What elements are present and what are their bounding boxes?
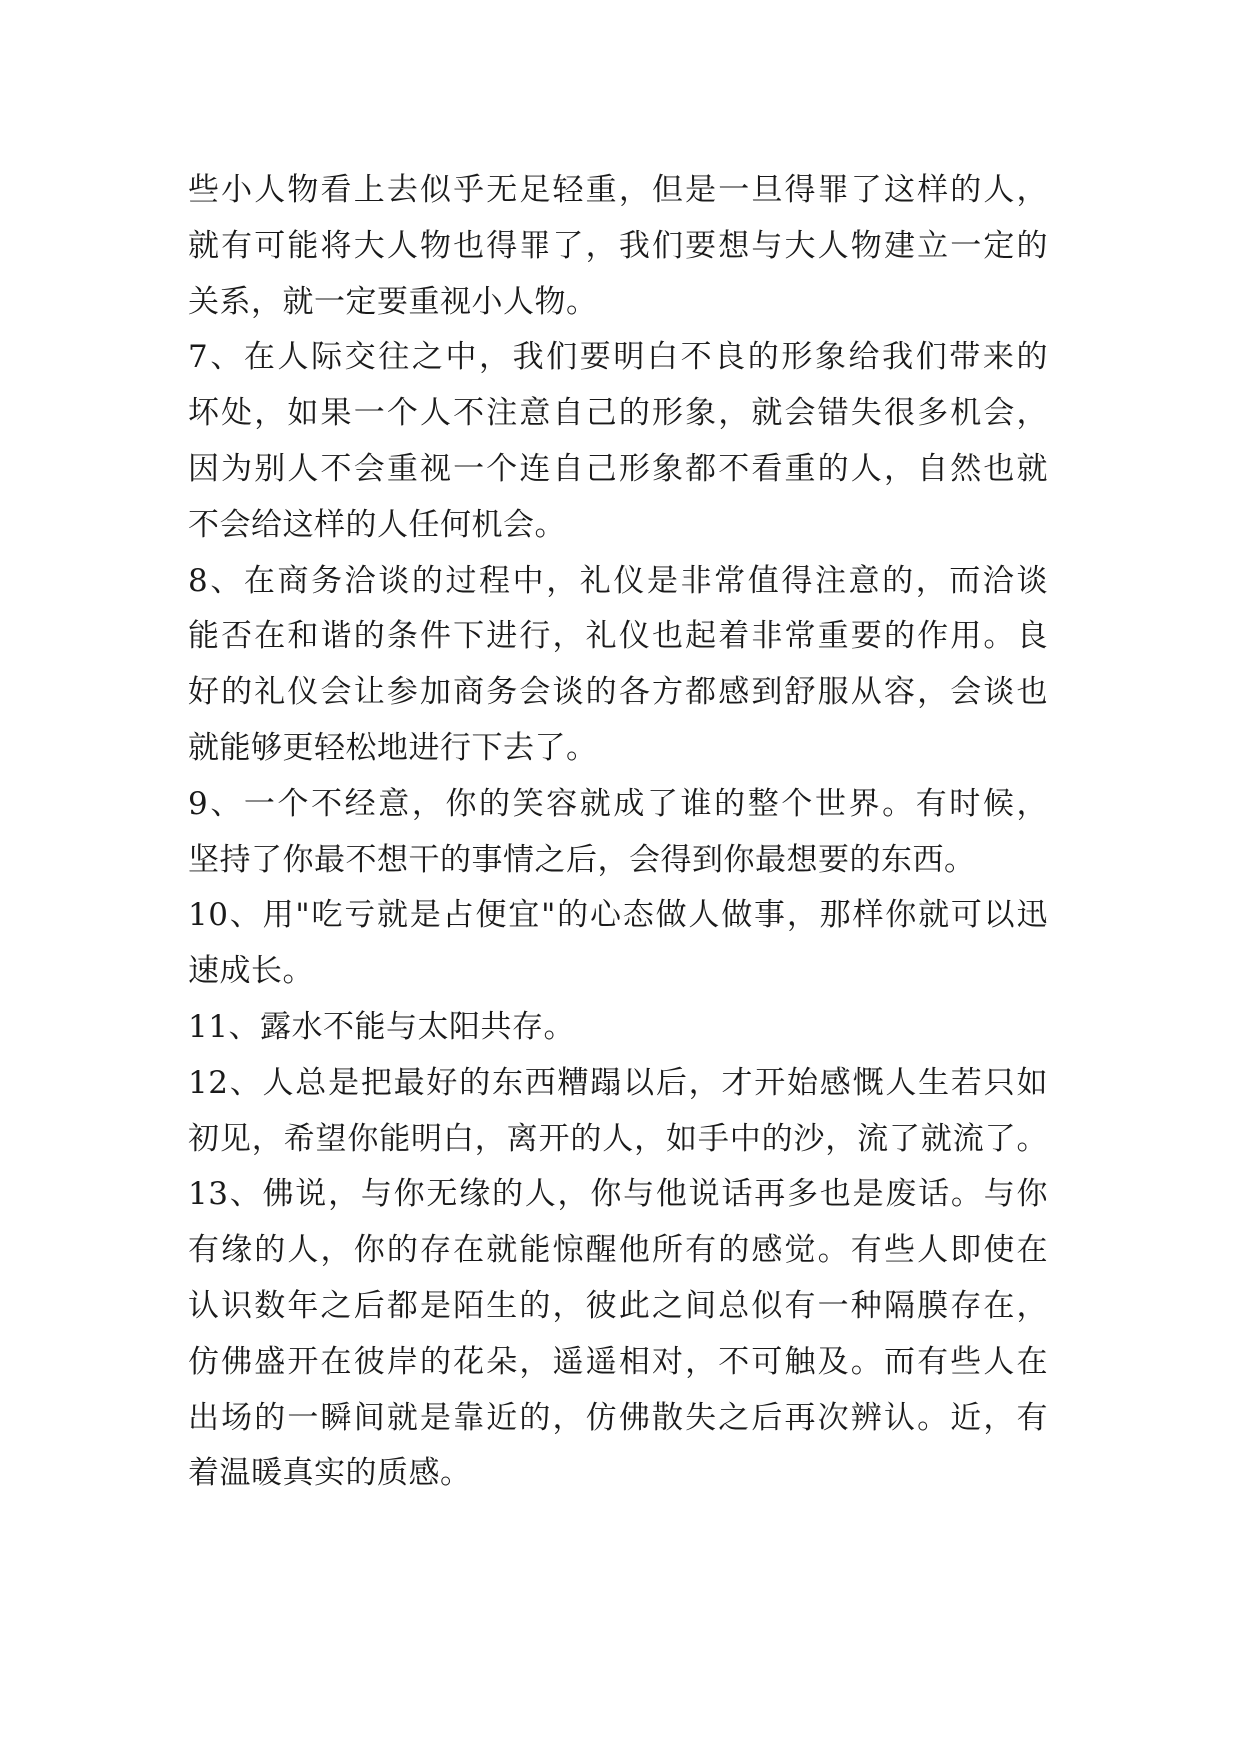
list-item-11: 11、露水不能与太阳共存。 (188, 1008, 575, 1045)
list-item-8: 8、在商务洽谈的过程中，礼仪是非常值得注意的，而洽谈 (188, 562, 1048, 599)
text-line: 着温暖真实的质感。 (188, 1455, 472, 1492)
text-line: 些小人物看上去似乎无足轻重，但是一旦得罪了这样的人， (188, 172, 1048, 208)
text-line: 因为别人不会重视一个连自己形象都不看重的人，自然也就 (188, 450, 1048, 487)
text-line: 出场的一瞬间就是靠近的，仿佛散失之后再次辨认。近，有 (188, 1399, 1048, 1436)
text-line: 坚持了你最不想干的事情之后，会得到你最想要的东西。 (188, 841, 976, 878)
text-line: 就能够更轻松地进行下去了。 (188, 729, 598, 766)
text-line: 能否在和谐的条件下进行，礼仪也起着非常重要的作用。良 (188, 618, 1048, 655)
list-item-10: 10、用"吃亏就是占便宜"的心态做人做事，那样你就可以迅 (188, 897, 1048, 934)
text-line: 就有可能将大人物也得罪了，我们要想与大人物建立一定的 (188, 227, 1048, 264)
list-item-9: 9、一个不经意，你的笑容就成了谁的整个世界。有时候， (188, 785, 1048, 822)
text-line: 仿佛盛开在彼岸的花朵，遥遥相对，不可触及。而有些人在 (188, 1343, 1048, 1380)
text-line: 初见，希望你能明白，离开的人，如手中的沙，流了就流了。 (188, 1120, 1048, 1157)
text-line: 坏处，如果一个人不注意自己的形象，就会错失很多机会， (188, 395, 1048, 432)
text-line: 不会给这样的人任何机会。 (188, 506, 566, 543)
text-line: 关系，就一定要重视小人物。 (188, 283, 598, 320)
list-item-13: 13、佛说，与你无缘的人，你与他说话再多也是废话。与你 (188, 1176, 1048, 1213)
text-line: 好的礼仪会让参加商务会谈的各方都感到舒服从容，会谈也 (188, 674, 1048, 711)
document-body (188, 163, 1048, 1502)
list-item-7: 7、在人际交往之中，我们要明白不良的形象给我们带来的 (188, 339, 1048, 376)
text-line: 有缘的人，你的存在就能惊醒他所有的感觉。有些人即使在 (188, 1232, 1048, 1269)
text-line: 速成长。 (188, 953, 314, 990)
list-item-12: 12、人总是把最好的东西糟蹋以后，才开始感慨人生若只如 (188, 1064, 1048, 1101)
text-line: 认识数年之后都是陌生的，彼此之间总似有一种隔膜存在， (188, 1287, 1048, 1324)
